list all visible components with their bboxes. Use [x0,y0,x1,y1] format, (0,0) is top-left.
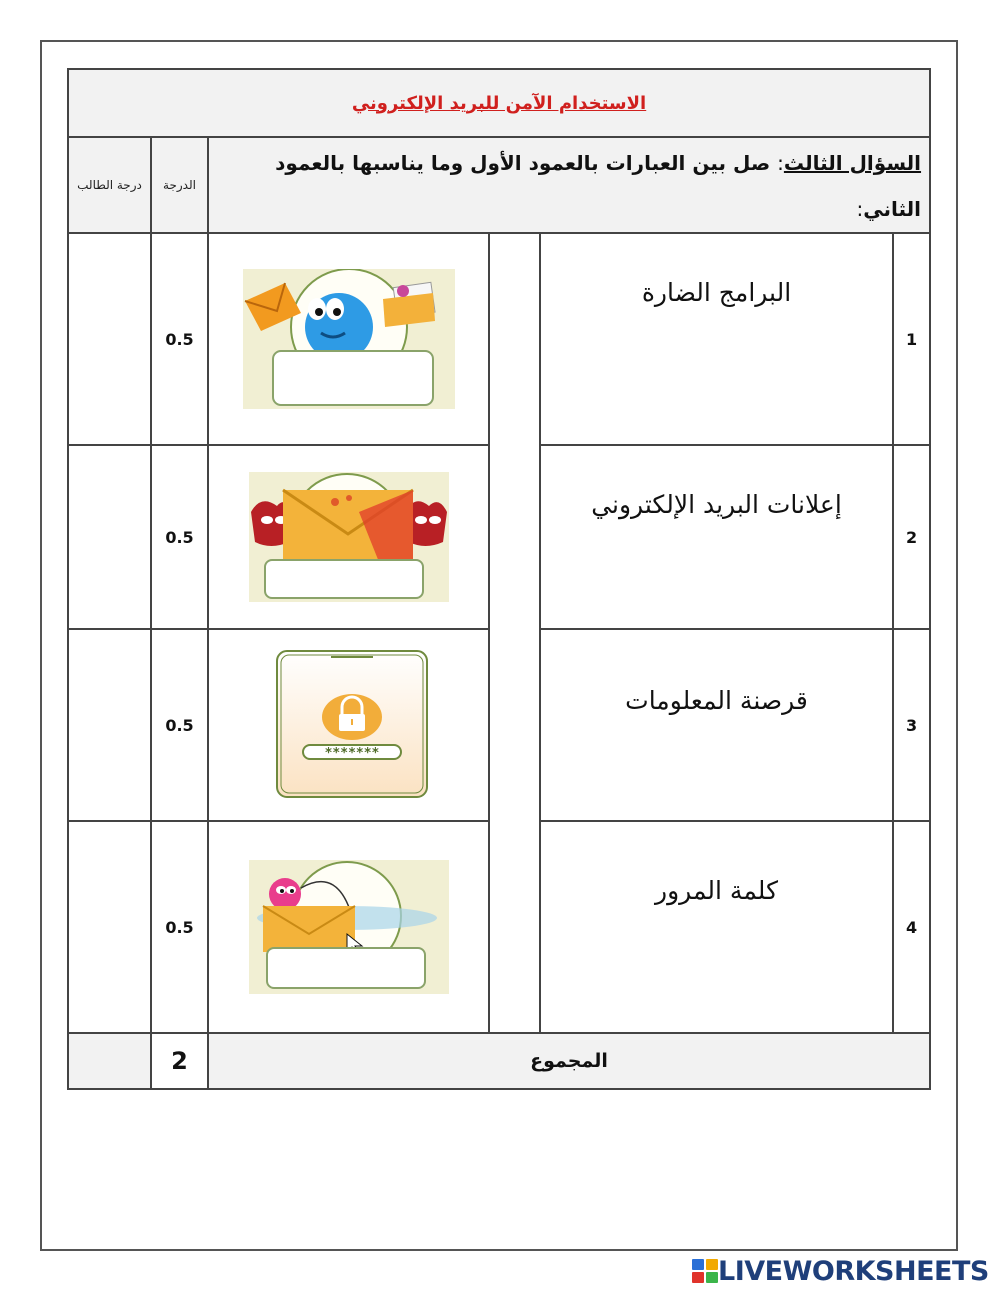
image-cell [208,445,489,629]
logo-grid-icon [692,1259,718,1283]
answer-box [273,351,433,405]
phrase-cell [540,445,893,629]
logo-text: LIVEWORKSHEETS [718,1255,989,1287]
question-text: صل بين العبارات بالعمود الأول وما يناسبها بالعمود الثاني [275,151,922,221]
matching-gap [489,233,540,1033]
image-cell [208,629,489,821]
student-score-cell[interactable] [68,821,151,1033]
yellow-envelope-icon [283,490,413,562]
question-end-colon: : [856,197,864,221]
phone-lock-image [269,647,429,803]
phrase-cell [540,233,893,445]
phrase-hacking: قرصنة المعلومات [625,686,808,715]
student-score-cell[interactable] [68,445,151,629]
score-cell: 0.5 [151,629,208,821]
row-number: 2 [893,445,930,629]
question-label: السؤال الثالث [783,151,922,175]
student-score-label: درجة الطالب [77,178,142,192]
malware-email-image [243,269,455,409]
answer-box [265,560,423,598]
score-cell: 0.5 [151,445,208,629]
lock-icon [322,694,382,740]
answer-box [267,948,425,988]
fishing-envelope-icon [263,906,355,952]
image-cell [208,233,489,445]
row-number: 3 [893,629,930,821]
score-header [151,137,208,233]
total-label: المجموع [208,1033,930,1089]
score-label: الدرجة [163,178,196,192]
image-cell [208,821,489,1033]
phrase-malware: البرامج الضارة [641,278,792,307]
student-score-cell[interactable] [68,233,151,445]
title-cell [68,69,930,137]
row-number: 4 [893,821,930,1033]
password-mask: ******* [324,746,379,761]
worksheet-table [67,68,931,1090]
table-row [68,233,930,445]
phrase-cell [540,821,893,1033]
student-score-cell[interactable] [68,629,151,821]
total-value: 2 [151,1033,208,1089]
phrase-cell [540,629,893,821]
total-student-score-cell[interactable] [68,1033,151,1089]
score-cell: 0.5 [151,233,208,445]
email-ads-image [249,472,449,602]
total-row [68,1033,930,1089]
worksheet-title: الاستخدام الآمن للبريد الإلكتروني [351,92,647,114]
phishing-email-image [249,860,449,994]
liveworksheets-logo [692,1256,989,1286]
score-cell: 0.5 [151,821,208,1033]
student-score-header [68,137,151,233]
question-colon: : [777,151,784,175]
phrase-email-ads: إعلانات البريد الإلكتروني [591,490,842,519]
pink-creature-icon [269,878,301,910]
row-number: 1 [893,233,930,445]
phrase-password: كلمة المرور [655,876,778,905]
question-cell [208,137,930,233]
